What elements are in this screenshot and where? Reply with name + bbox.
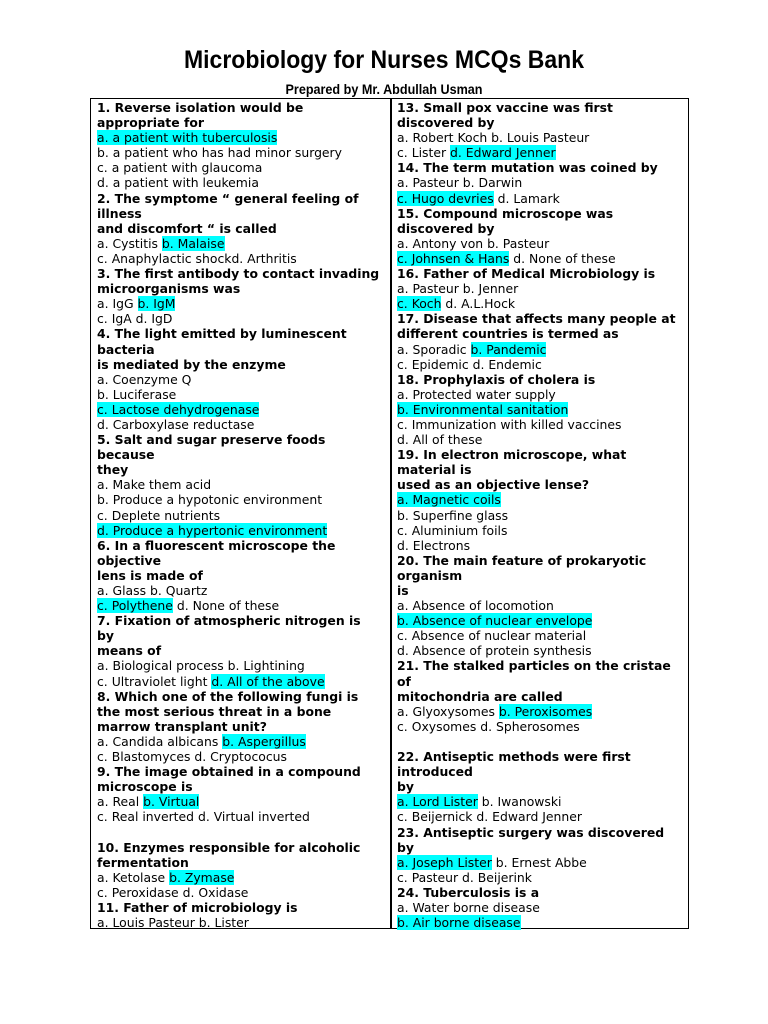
correct-answer-highlight: a. a patient with tuberculosis [97, 130, 278, 146]
question-line [97, 447, 387, 462]
question-line [397, 885, 689, 900]
line-text: a. Make them acid [97, 477, 212, 493]
line-text: d. Electrons [397, 537, 471, 553]
line-text: d. All of these [397, 432, 483, 448]
line-text: lens is made of [97, 567, 203, 583]
correct-answer-highlight: b. Virtual [143, 794, 200, 810]
blank-line [97, 825, 387, 840]
line-text: c. Epidemic d. Endemic [397, 356, 542, 372]
question-line [97, 704, 387, 719]
answer-line [97, 251, 387, 266]
line-text: by [97, 628, 114, 644]
line-text: 15. Compound microscope was [397, 205, 614, 221]
question-line [397, 326, 689, 341]
line-text: a. Louis Pasteur b. Lister [97, 915, 249, 931]
answer-line [97, 145, 387, 160]
line-text: 19. In electron microscope, what [397, 447, 627, 463]
line-text: by [397, 839, 414, 855]
answer-line [97, 372, 387, 387]
answer-line [397, 809, 689, 824]
answer-line [97, 130, 387, 145]
answer-line [97, 236, 387, 251]
line-text: 11. Father of microbiology is [97, 899, 298, 915]
line-text: microscope is [97, 779, 193, 795]
answer-line [97, 794, 387, 809]
line-text: b. Luciferase [97, 386, 177, 402]
correct-answer-highlight: b. IgM [137, 296, 176, 312]
line-text: d. a patient with leukemia [97, 175, 259, 191]
correct-answer-highlight: d. All of the above [211, 673, 325, 689]
answer-line [97, 658, 387, 673]
line-text: c. a patient with glaucoma [97, 160, 263, 176]
line-text: c. Peroxidase d. Oxidase [97, 884, 249, 900]
line-text: 21. The stalked particles on the cristae [397, 658, 671, 674]
question-line [397, 764, 689, 779]
answer-line [397, 417, 689, 432]
correct-answer-highlight: a. Lord Lister [397, 794, 478, 810]
question-line [97, 628, 387, 643]
correct-answer-highlight: a. Magnetic coils [397, 492, 501, 508]
question-line [97, 326, 387, 341]
question-line [97, 613, 387, 628]
line-text: bacteria [97, 341, 155, 357]
line-text: 14. The term mutation was coined by [397, 160, 658, 176]
line-text: a. Glass b. Quartz [97, 583, 208, 598]
line-text: b. Produce a hypotonic environment [97, 492, 323, 508]
question-line [397, 447, 689, 462]
line-text: used as an objective lense? [397, 477, 590, 493]
line-text: a. Protected water supply [397, 386, 556, 402]
answer-line [97, 311, 387, 326]
answer-line [97, 492, 387, 507]
mcq-table [90, 98, 689, 929]
answer-line [397, 900, 689, 915]
line-text: b. Superfine glass [397, 507, 509, 523]
correct-answer-highlight: b. Environmental sanitation [397, 401, 569, 417]
line-text: d. None of these [172, 598, 280, 614]
answer-line [397, 357, 689, 372]
correct-answer-highlight: a. Joseph Lister [397, 854, 492, 870]
line-text: mitochondria are called [397, 688, 563, 704]
question-line [97, 764, 387, 779]
question-line [97, 855, 387, 870]
answer-line [397, 628, 689, 643]
question-line [397, 311, 689, 326]
question-line [97, 206, 387, 221]
line-text: they [97, 462, 129, 478]
question-line [97, 115, 387, 130]
answer-line [97, 417, 387, 432]
question-line [97, 100, 387, 115]
line-text: 7. Fixation of atmospheric nitrogen is [97, 613, 361, 629]
line-text: a. Ketolase [97, 869, 170, 885]
question-line [97, 266, 387, 281]
line-text: d. Absence of protein synthesis [397, 643, 592, 659]
question-line [397, 477, 689, 492]
answer-line [97, 885, 387, 900]
answer-line [97, 734, 387, 749]
question-line [97, 840, 387, 855]
correct-answer-highlight: c. Johnsen & Hans [397, 250, 510, 266]
line-text: a. Biological process b. Lightining [97, 658, 305, 674]
question-line [397, 568, 689, 583]
correct-answer-highlight: b. Pandemic [470, 341, 547, 357]
blank-line [397, 734, 689, 749]
correct-answer-highlight: d. Edward Jenner [450, 145, 556, 161]
line-text: 1. Reverse isolation would be [97, 100, 304, 115]
correct-answer-highlight: b. Malaise [161, 235, 225, 251]
line-text: 20. The main feature of prokaryotic [397, 552, 647, 568]
answer-line [397, 145, 689, 160]
line-text: a. Real [97, 794, 144, 810]
line-text: c. Ultraviolet light [97, 673, 212, 689]
question-line [97, 643, 387, 658]
author-subtitle: Prepared by Mr. Abdullah Usman [285, 81, 483, 97]
answer-line [97, 870, 387, 885]
answer-line [397, 704, 689, 719]
answer-line [97, 583, 387, 598]
line-text: b. a patient who has had minor surgery [97, 145, 342, 161]
question-line [97, 553, 387, 568]
question-line [397, 100, 689, 115]
question-line [397, 372, 689, 387]
line-text: 16. Father of Medical Microbiology is [397, 266, 656, 282]
line-text: marrow transplant unit? [97, 718, 267, 734]
line-text: microorganisms was [97, 281, 241, 297]
column-divider [390, 99, 392, 928]
correct-answer-highlight: b. Absence of nuclear envelope [397, 613, 593, 629]
answer-line [397, 432, 689, 447]
page-title: Microbiology for Nurses MCQs Bank [183, 46, 584, 74]
line-text: 10. Enzymes responsible for alcoholic [97, 839, 361, 855]
question-line [397, 553, 689, 568]
line-text: different countries is termed as [397, 326, 619, 342]
question-line [397, 206, 689, 221]
line-text: c. Pasteur d. Beijerink [397, 869, 532, 885]
line-text: 6. In a fluorescent microscope the [97, 537, 336, 553]
line-text: a. Robert Koch b. Louis Pasteur [397, 130, 590, 146]
answer-line [397, 719, 689, 734]
line-text: d. Lamark [493, 190, 560, 206]
answer-line [97, 477, 387, 492]
right-column [397, 100, 689, 930]
question-line [397, 840, 689, 855]
question-line [397, 749, 689, 764]
question-line [97, 462, 387, 477]
question-line [97, 568, 387, 583]
answer-line [397, 643, 689, 658]
line-text: 4. The light emitted by luminescent [97, 326, 347, 342]
answer-line [97, 160, 387, 175]
correct-answer-highlight: b. Air borne disease [397, 915, 521, 931]
answer-line [97, 175, 387, 190]
line-text: and discomfort “ is called [97, 220, 277, 236]
line-text: c. Oxysomes d. Spherosomes [397, 718, 580, 734]
line-text: a. Pasteur b. Jenner [397, 281, 519, 297]
correct-answer-highlight: b. Zymase [169, 869, 235, 885]
question-line [397, 115, 689, 130]
question-line [397, 266, 689, 281]
question-line [97, 900, 387, 915]
question-line [97, 191, 387, 206]
line-text: c. Real inverted d. Virtual inverted [97, 809, 310, 825]
line-text: c. Aluminium foils [397, 522, 508, 538]
left-column [97, 100, 387, 930]
line-text: of [397, 673, 411, 689]
line-text: 23. Antiseptic surgery was discovered [397, 824, 665, 840]
question-line [397, 160, 689, 175]
question-line [97, 357, 387, 372]
answer-line [397, 296, 689, 311]
line-text: a. Absence of locomotion [397, 598, 554, 614]
line-text: 22. Antiseptic methods were first [397, 749, 631, 765]
answer-line [397, 523, 689, 538]
line-text: 3. The first antibody to contact invading [97, 266, 380, 282]
answer-line [97, 915, 387, 930]
answer-line [397, 281, 689, 296]
line-text: a. IgG [97, 296, 138, 312]
line-text: a. Antony von b. Pasteur [397, 235, 550, 251]
line-text: c. Deplete nutrients [97, 507, 221, 523]
line-text: because [97, 447, 155, 463]
answer-line [97, 402, 387, 417]
answer-line [397, 236, 689, 251]
line-text: 17. Disease that affects many people at [397, 311, 676, 327]
correct-answer-highlight: c. Lactose dehydrogenase [97, 401, 260, 417]
line-text: 2. The symptome “ general feeling of [97, 190, 359, 206]
line-text: d. A.L.Hock [441, 296, 516, 312]
correct-answer-highlight: d. Produce a hypertonic environment [97, 522, 328, 538]
line-text: c. Immunization with killed vaccines [397, 416, 622, 432]
line-text: c. Blastomyces d. Cryptococus [97, 749, 287, 765]
line-text: discovered by [397, 220, 495, 236]
question-line [97, 719, 387, 734]
answer-line [397, 508, 689, 523]
question-line [397, 583, 689, 598]
line-text: introduced [397, 764, 473, 780]
answer-line [397, 402, 689, 417]
line-text: a. Water borne disease [397, 899, 540, 915]
line-text: organism [397, 567, 463, 583]
line-text: a. Candida albicans [97, 733, 223, 749]
line-text: appropriate for [97, 115, 204, 131]
line-text: 13. Small pox vaccine was first [397, 100, 613, 115]
answer-line [397, 870, 689, 885]
answer-line [397, 492, 689, 507]
answer-line [397, 251, 689, 266]
line-text: 18. Prophylaxis of cholera is [397, 371, 596, 387]
line-text: a. Sporadic [397, 341, 471, 357]
question-line [397, 779, 689, 794]
question-line [397, 674, 689, 689]
line-text: material is [397, 462, 472, 478]
question-line [97, 779, 387, 794]
line-text: the most serious threat in a bone [97, 703, 332, 719]
answer-line [397, 598, 689, 613]
line-text: by [397, 779, 414, 795]
line-text: a. Cystitis [97, 235, 162, 251]
question-line [397, 221, 689, 236]
answer-line [97, 387, 387, 402]
answer-line [97, 296, 387, 311]
correct-answer-highlight: b. Aspergillus [222, 733, 306, 749]
question-line [397, 825, 689, 840]
answer-line [397, 538, 689, 553]
line-text: objective [97, 552, 162, 568]
line-text: c. IgA d. IgD [97, 311, 173, 327]
question-line [397, 658, 689, 673]
line-text: illness [97, 205, 142, 221]
answer-line [397, 191, 689, 206]
line-text: b. Ernest Abbe [491, 854, 587, 870]
line-text: fermentation [97, 854, 189, 870]
answer-line [397, 794, 689, 809]
correct-answer-highlight: b. Peroxisomes [498, 703, 593, 719]
line-text: c. Absence of nuclear material [397, 628, 587, 644]
line-text: 5. Salt and sugar preserve foods [97, 432, 326, 448]
answer-line [97, 598, 387, 613]
answer-line [97, 508, 387, 523]
line-text: means of [97, 643, 162, 659]
line-text: b. Iwanowski [477, 794, 562, 810]
line-text: is [397, 583, 409, 598]
line-text: a. Glyoxysomes [397, 703, 499, 719]
question-line [397, 689, 689, 704]
question-line [97, 432, 387, 447]
line-text: c. Lister [397, 145, 451, 161]
correct-answer-highlight: c. Polythene [97, 598, 173, 614]
answer-line [397, 915, 689, 930]
answer-line [397, 130, 689, 145]
line-text: is mediated by the enzyme [97, 356, 286, 372]
question-line [97, 281, 387, 296]
correct-answer-highlight: c. Hugo devries [397, 190, 494, 206]
question-line [97, 689, 387, 704]
question-line [97, 221, 387, 236]
question-line [97, 538, 387, 553]
answer-line [397, 613, 689, 628]
line-text: 8. Which one of the following fungi is [97, 688, 359, 704]
question-line [397, 462, 689, 477]
line-text: 9. The image obtained in a compound [97, 764, 361, 780]
correct-answer-highlight: c. Koch [397, 296, 442, 312]
answer-line [97, 809, 387, 824]
answer-line [97, 523, 387, 538]
answer-line [397, 342, 689, 357]
line-text: 24. Tuberculosis is a [397, 884, 540, 900]
line-text: d. Carboxylase reductase [97, 416, 255, 432]
answer-line [97, 749, 387, 764]
answer-line [397, 855, 689, 870]
line-text: c. Beijernick d. Edward Jenner [397, 809, 582, 825]
answer-line [97, 674, 387, 689]
line-text: c. Anaphylactic shockd. Arthritis [97, 250, 297, 266]
answer-line [397, 175, 689, 190]
line-text: discovered by [397, 115, 495, 131]
answer-line [397, 387, 689, 402]
line-text: a. Pasteur b. Darwin [397, 175, 523, 191]
line-text: a. Coenzyme Q [97, 371, 192, 387]
question-line [97, 342, 387, 357]
line-text: d. None of these [509, 250, 616, 266]
